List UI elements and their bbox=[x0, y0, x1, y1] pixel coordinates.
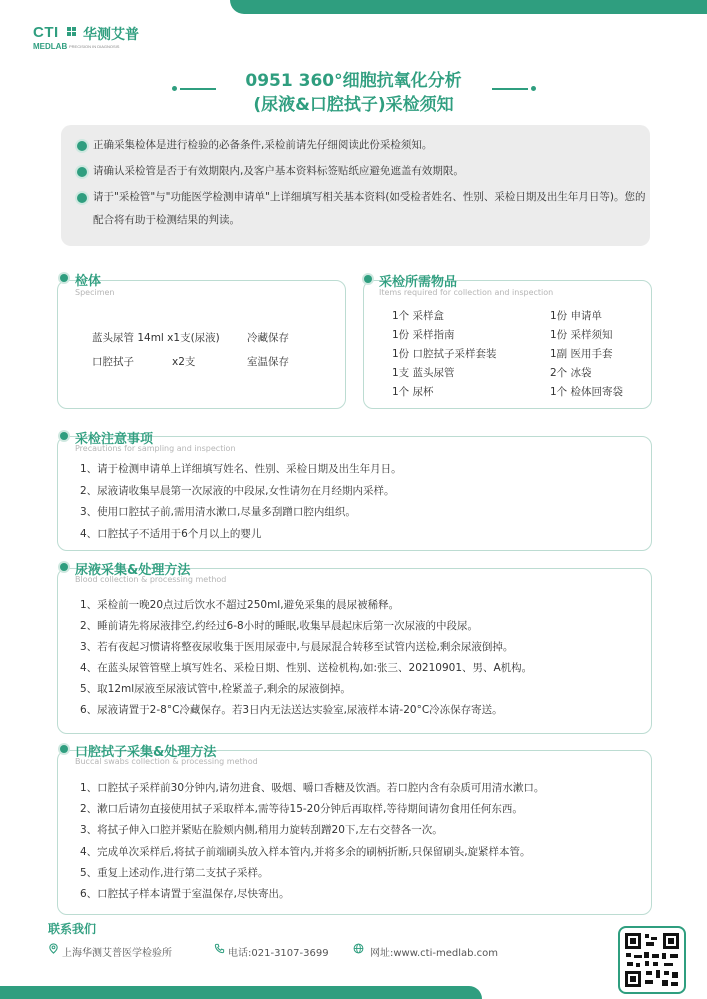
buccal-item: 3、将拭子伸入口腔并紧贴在脸颊内侧,稍用力旋转刮蹭20下,左右交替各一次。 bbox=[80, 824, 443, 836]
section-dot-icon bbox=[60, 563, 68, 571]
title-left-line bbox=[180, 88, 216, 90]
supply-item: 1份 申请单 bbox=[550, 310, 603, 322]
supply-item: 1份 采样须知 bbox=[550, 329, 613, 341]
bullet-icon bbox=[77, 141, 87, 151]
specimen-title: 检体 bbox=[75, 274, 102, 289]
specimen-row-name: 口腔拭子 bbox=[92, 356, 134, 368]
specimen-row-name: 蓝头尿管 14ml x1支(尿液) bbox=[92, 332, 220, 344]
specimen-row-qty: x2支 bbox=[172, 356, 196, 368]
buccal-item: 1、口腔拭子采样前30分钟内,请勿进食、吸烟、嚼口香糖及饮酒。若口腔内含有杂质可用清水漱口。 bbox=[80, 782, 545, 794]
buccal-item: 5、重复上述动作,进行第二支拭子采样。 bbox=[80, 867, 269, 879]
supply-item: 1副 医用手套 bbox=[550, 348, 613, 360]
qr-code-icon bbox=[620, 928, 684, 992]
section-dot-icon bbox=[60, 274, 68, 282]
supply-item: 1份 口腔拭子采样套装 bbox=[392, 348, 497, 360]
contact-website[interactable]: 网址:www.cti-medlab.com bbox=[370, 948, 499, 959]
title-left-dot bbox=[172, 86, 177, 91]
urine-item: 1、采检前一晚20点过后饮水不超过250ml,避免采集的晨尿被稀释。 bbox=[80, 599, 400, 611]
top-accent-bar bbox=[230, 0, 707, 14]
contact-phone: 电话:021-3107-3699 bbox=[228, 948, 329, 959]
title-right-line bbox=[492, 88, 528, 90]
logo-medlab-text: MEDLAB bbox=[33, 42, 68, 51]
specimen-row-storage: 冷藏保存 bbox=[247, 332, 289, 344]
bullet-icon bbox=[77, 193, 87, 203]
supply-item: 1个 尿杯 bbox=[392, 386, 434, 398]
section-dot-icon bbox=[364, 275, 372, 283]
location-pin-icon bbox=[48, 943, 59, 954]
buccal-title: 口腔拭子采集&处理方法 bbox=[75, 745, 217, 760]
precaution-item: 1、请于检测申请单上详细填写姓名、性别、采检日期及出生年月日。 bbox=[80, 463, 402, 475]
urine-item: 4、在蓝头尿管管壁上填写姓名、采检日期、性别、送检机构,如:张三、20210901、男、A机构。 bbox=[80, 662, 533, 674]
title-right-dot bbox=[531, 86, 536, 91]
precaution-item: 3、使用口腔拭子前,需用清水漱口,尽量多刮蹭口腔内组织。 bbox=[80, 506, 356, 518]
supply-item: 2个 冰袋 bbox=[550, 367, 592, 379]
supply-item: 1个 检体回寄袋 bbox=[550, 386, 624, 398]
urine-item: 2、睡前请先将尿液排空,约经过6-8小时的睡眠,收集早晨起床后第一次尿液的中段尿。 bbox=[80, 620, 479, 632]
precaution-item: 4、口腔拭子不适用于6个月以上的婴儿 bbox=[80, 528, 262, 540]
page-title-line1: 0951 360°细胞抗氧化分析 bbox=[245, 71, 462, 91]
contact-address: 上海华测艾普医学检验所 bbox=[62, 948, 172, 959]
section-dot-icon bbox=[60, 432, 68, 440]
logo-dots-icon bbox=[67, 27, 79, 39]
precautions-subtitle: Precautions for sampling and inspection bbox=[75, 444, 236, 453]
bottom-accent-bar bbox=[0, 986, 482, 999]
logo-cti-text: CTI bbox=[33, 24, 59, 41]
precautions-title: 采检注意事项 bbox=[75, 432, 154, 447]
buccal-item: 2、漱口后请勿直接使用拭子采取样本,需等待15-20分钟后再取样,等待期间请勿食用任何东西。 bbox=[80, 803, 523, 815]
urine-item: 6、尿液请置于2-8°C冷藏保存。若3日内无法送达实验室,尿液样本请-20°C冷冻保存寄送。 bbox=[80, 704, 503, 716]
contact-title: 联系我们 bbox=[48, 922, 97, 936]
supply-item: 1份 采样指南 bbox=[392, 329, 455, 341]
page-title-line2: (尿液&口腔拭子)采检须知 bbox=[253, 95, 454, 115]
specimen-row-storage: 室温保存 bbox=[247, 356, 289, 368]
globe-icon bbox=[353, 943, 364, 954]
urine-subtitle: Blood collection & processing method bbox=[75, 575, 227, 584]
supplies-subtitle: Items required for collection and inspection bbox=[379, 288, 554, 297]
buccal-item: 6、口腔拭子样本请置于室温保存,尽快寄出。 bbox=[80, 888, 290, 900]
logo-tagline: PRECISION IN DIAGNOSIS bbox=[69, 44, 120, 49]
buccal-subtitle: Buccal swabs collection & processing method bbox=[75, 757, 258, 766]
urine-title: 尿液采集&处理方法 bbox=[75, 563, 191, 578]
bullet-icon bbox=[77, 167, 87, 177]
urine-item: 3、若有夜起习惯请将整夜尿收集于医用尿壶中,与晨尿混合转移至试管内送检,剩余尿液倒掉。 bbox=[80, 641, 514, 653]
phone-icon bbox=[214, 943, 225, 954]
supplies-title: 采检所需物品 bbox=[379, 275, 458, 290]
notice-box: 正确采集检体是进行检验的必备条件,采检前请先仔细阅读此份采检须知。 请确认采检管是否于有效期限内,及客户基本资料标签贴纸应避免遮盖有效期限。 请于"采检管"与"功能医学检测申请单"上详细填写相关基本资料(如受检者姓名、性别、采检日期及出生年月日等)。您的配合将有助于检测结果的判读。 bbox=[61, 125, 650, 246]
buccal-item: 4、完成单次采样后,将拭子前端刷头放入样本管内,并将多余的刷柄折断,只保留刷头,旋紧样本管。 bbox=[80, 846, 531, 858]
specimen-subtitle: Specimen bbox=[75, 288, 115, 297]
qr-code bbox=[618, 926, 686, 994]
supply-item: 1支 蓝头尿管 bbox=[392, 367, 455, 379]
precaution-item: 2、尿液请收集早晨第一次尿液的中段尿,女性请勿在月经期内采样。 bbox=[80, 485, 395, 497]
logo-cn-text: 华测艾普 bbox=[83, 27, 139, 43]
urine-item: 5、取12ml尿液至尿液试管中,栓紧盖子,剩余的尿液倒掉。 bbox=[80, 683, 351, 695]
section-dot-icon bbox=[60, 745, 68, 753]
supply-item: 1个 采样盒 bbox=[392, 310, 445, 322]
